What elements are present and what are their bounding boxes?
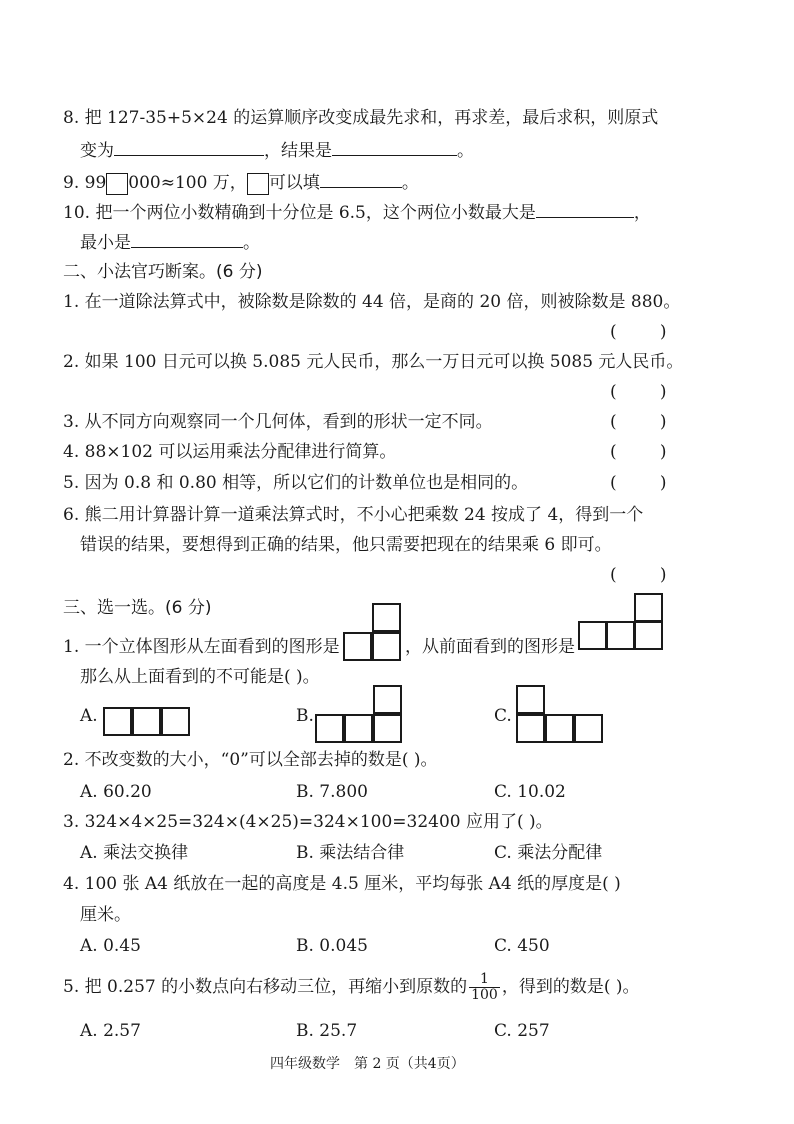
tf-q2: 2. 如果 100 日元可以换 5.085 元人民币，那么一万日元可以换 5085 元人民币。 xyxy=(63,352,684,372)
mc-q3-option-c[interactable]: C. 乘法分配律 xyxy=(494,843,603,863)
tf-q2-answer-paren[interactable]: ( ) xyxy=(610,382,667,402)
q10-blank-min[interactable] xyxy=(131,230,243,248)
q9-text-a: 9. 99 xyxy=(63,173,107,193)
q9-text-c: 可以填 xyxy=(268,173,320,193)
q8-blank-expression[interactable] xyxy=(114,138,264,156)
mc-q2-option-c[interactable]: C. 10.02 xyxy=(494,782,566,802)
q9-box-1[interactable] xyxy=(106,173,128,195)
section-2-heading: 二、小法官巧断案。(6 分) xyxy=(63,262,263,282)
q10-text-a: 10. 把一个两位小数精确到十分位是 6.5，这个两位小数最大是 xyxy=(63,203,536,223)
fraction-numerator: 1 xyxy=(469,972,500,988)
mc-q2-option-b[interactable]: B. 7.800 xyxy=(296,782,368,802)
q8-text-a: 变为 xyxy=(80,141,114,161)
mc-q4-line2: 厘米。 xyxy=(80,905,131,925)
tf-q1: 1. 在一道除法算式中，被除数是除数的 44 倍，是商的 20 倍，则被除数是 880。 xyxy=(63,292,681,312)
tf-q6-line1: 6. 熊二用计算器计算一道乘法算式时，不小心把乘数 24 按成了 4，得到一个 xyxy=(63,505,644,525)
front-view-figure xyxy=(578,593,668,653)
q8-line2 xyxy=(80,138,474,163)
mc-q1-option-b-figure[interactable] xyxy=(315,685,403,743)
q10-text-c: 最小是 xyxy=(80,233,131,253)
q10-line1 xyxy=(63,200,651,225)
q8-blank-result[interactable] xyxy=(332,138,457,156)
q8-line1: 8. 把 127-35+5×24 的运算顺序改变成最先求和，再求差，最后求积，则原式 xyxy=(63,108,659,128)
q10-text-d: 。 xyxy=(243,233,260,253)
tf-q3: 3. 从不同方向观察同一个几何体，看到的形状一定不同。 xyxy=(63,412,493,432)
mc-q1-text-a: 1. 一个立体图形从左面看到的图形是 xyxy=(63,637,340,657)
mc-q1-line2: 那么从上面看到的不可能是( )。 xyxy=(80,667,320,687)
mc-q1-option-b-label: B. xyxy=(296,706,314,726)
tf-q6-line2: 错误的结果，要想得到正确的结果，他只需要把现在的结果乘 6 即可。 xyxy=(80,535,612,555)
mc-q2-stem: 2. 不改变数的大小，“0”可以全部去掉的数是( )。 xyxy=(63,750,438,770)
mc-q1-option-c-figure[interactable] xyxy=(516,685,604,743)
tf-q5: 5. 因为 0.8 和 0.80 相等，所以它们的计数单位也是相同的。 xyxy=(63,473,529,493)
left-view-figure xyxy=(343,603,403,661)
q9-text-d: 。 xyxy=(401,173,419,193)
tf-q6-answer-paren[interactable]: ( ) xyxy=(610,565,667,585)
q9-line xyxy=(63,170,419,195)
page-footer: 四年级数学 第 2 页（共4页） xyxy=(270,1056,465,1072)
fraction-one-hundredth xyxy=(469,972,500,1003)
q10-text-b: ， xyxy=(633,203,651,223)
tf-q5-answer-paren[interactable]: ( ) xyxy=(610,473,667,493)
fraction-denominator: 100 xyxy=(471,987,498,1003)
section-3-heading: 三、选一选。(6 分) xyxy=(63,598,212,618)
mc-q1-option-a-label: A. xyxy=(80,706,98,726)
q9-box-2[interactable] xyxy=(247,173,269,195)
q9-blank[interactable] xyxy=(320,170,402,188)
q10-line2 xyxy=(80,230,260,255)
mc-q5-option-b[interactable]: B. 25.7 xyxy=(296,1021,358,1041)
mc-q3-option-a[interactable]: A. 乘法交换律 xyxy=(80,843,189,863)
q8-text-c: 。 xyxy=(457,141,474,161)
tf-q4-answer-paren[interactable]: ( ) xyxy=(610,442,667,462)
q9-text-b: 000≈100 万， xyxy=(128,173,247,193)
q10-blank-max[interactable] xyxy=(536,200,634,218)
mc-q2-option-a[interactable]: A. 60.20 xyxy=(80,782,152,802)
mc-q5-option-c[interactable]: C. 257 xyxy=(494,1021,550,1041)
mc-q1-option-a-figure[interactable] xyxy=(103,707,190,737)
mc-q5-stem xyxy=(63,972,640,1003)
mc-q4-option-b[interactable]: B. 0.045 xyxy=(296,936,368,956)
mc-q1-option-c-label: C. xyxy=(494,706,512,726)
tf-q4: 4. 88×102 可以运用乘法分配律进行简算。 xyxy=(63,442,397,462)
mc-q3-option-b[interactable]: B. 乘法结合律 xyxy=(296,843,405,863)
q8-text-b: ，结果是 xyxy=(264,141,332,161)
mc-q1-text-b: ，从前面看到的图形是 xyxy=(405,637,575,657)
mc-q4-stem: 4. 100 张 A4 纸放在一起的高度是 4.5 厘米，平均每张 A4 纸的厚度是( ) xyxy=(63,874,621,894)
mc-q4-option-a[interactable]: A. 0.45 xyxy=(80,936,141,956)
mc-q5-text-a: 5. 把 0.257 的小数点向右移动三位，再缩小到原数的 xyxy=(63,977,468,997)
mc-q5-option-a[interactable]: A. 2.57 xyxy=(80,1021,141,1041)
tf-q3-answer-paren[interactable]: ( ) xyxy=(610,412,667,432)
mc-q3-stem: 3. 324×4×25=324×(4×25)=324×100=32400 应用了( )。 xyxy=(63,812,553,832)
mc-q4-option-c[interactable]: C. 450 xyxy=(494,936,550,956)
mc-q5-text-b: ，得到的数是( )。 xyxy=(501,977,640,997)
tf-q1-answer-paren[interactable]: ( ) xyxy=(610,322,667,342)
